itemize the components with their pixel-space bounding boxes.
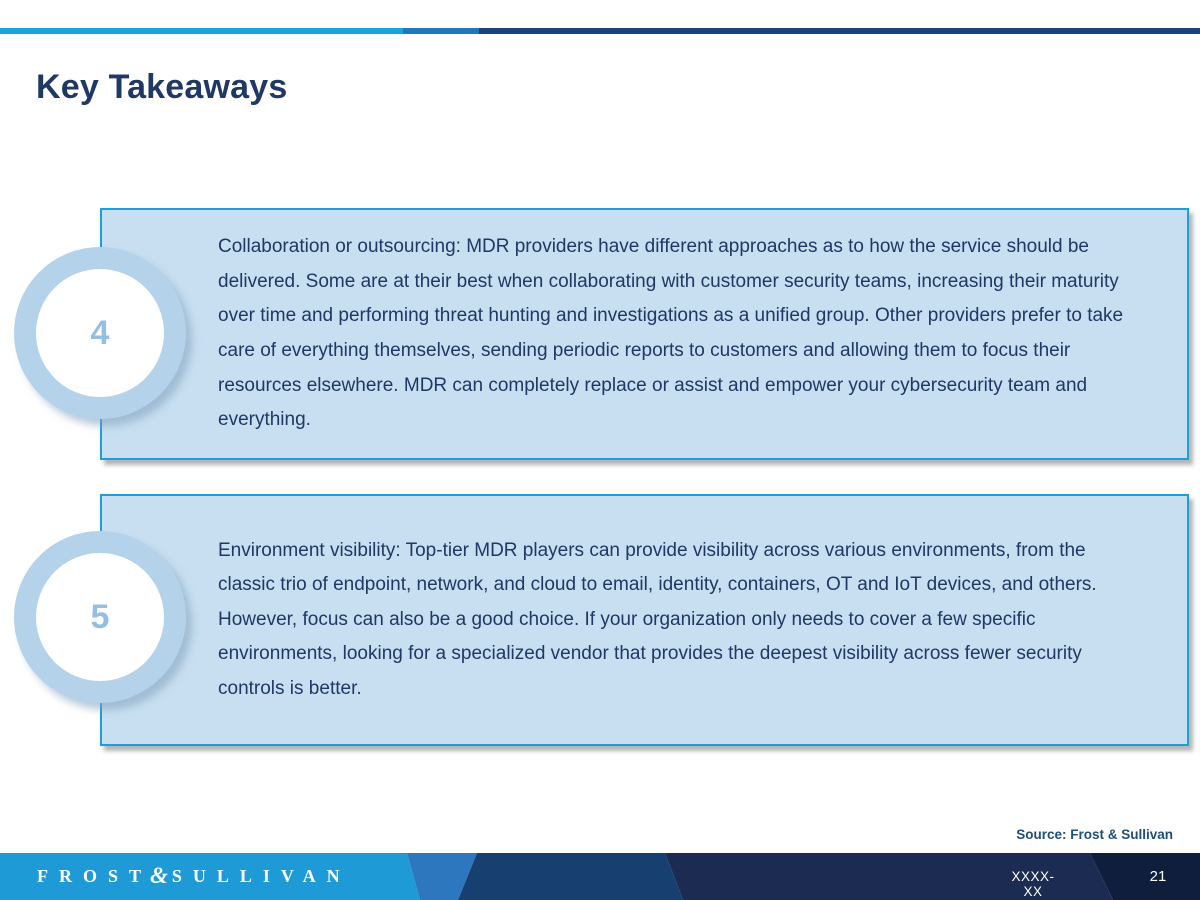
takeaway-box-4 <box>100 208 1189 460</box>
source-note: Source: Frost & Sullivan <box>1016 827 1173 842</box>
takeaway-number-4: 4 <box>90 313 110 352</box>
takeaway-box-5 <box>100 494 1189 746</box>
top-band-medium-segment <box>403 28 479 34</box>
takeaway-number-circle-5 <box>14 531 186 703</box>
frost-sullivan-logo <box>37 864 351 889</box>
logo-word-frost: FROST <box>37 866 153 886</box>
page-number: 21 <box>1149 868 1167 885</box>
logo-word-sullivan: SULLIVAN <box>171 866 351 886</box>
takeaway-text-5: Environment visibility: Top-tier MDR players can provide visibility across various environments, from the classic trio of endpoint, network, and cloud to email, identity, containers, OT and IoT devices, and others. However, focus can also be a good choice. If your organization only needs to cover a few specific environments, looking for a specialized vendor that provides the deepest visibility across fewer security controls is better. <box>218 539 1097 699</box>
logo-ampersand: & <box>150 862 168 888</box>
takeaway-number-5: 5 <box>90 597 110 636</box>
page-title: Key Takeaways <box>36 67 288 106</box>
document-code: XXXX-XX <box>1011 869 1055 899</box>
takeaway-number-circle-4 <box>14 247 186 419</box>
top-band-cyan-segment <box>0 28 403 34</box>
takeaway-text-4: Collaboration or outsourcing: MDR providers have different approaches as to how the service should be delivered. Some are at their best when collaborating with customer security teams, increasing their maturity over time and performing threat hunting and investigations as a unified group. Other providers prefer to take care of everything themselves, sending periodic reports to customers and allowing them to focus their resources elsewhere. MDR can completely replace or assist and empower your cybersecurity team and everything. <box>218 236 1124 431</box>
top-band-navy-segment <box>479 28 1200 34</box>
